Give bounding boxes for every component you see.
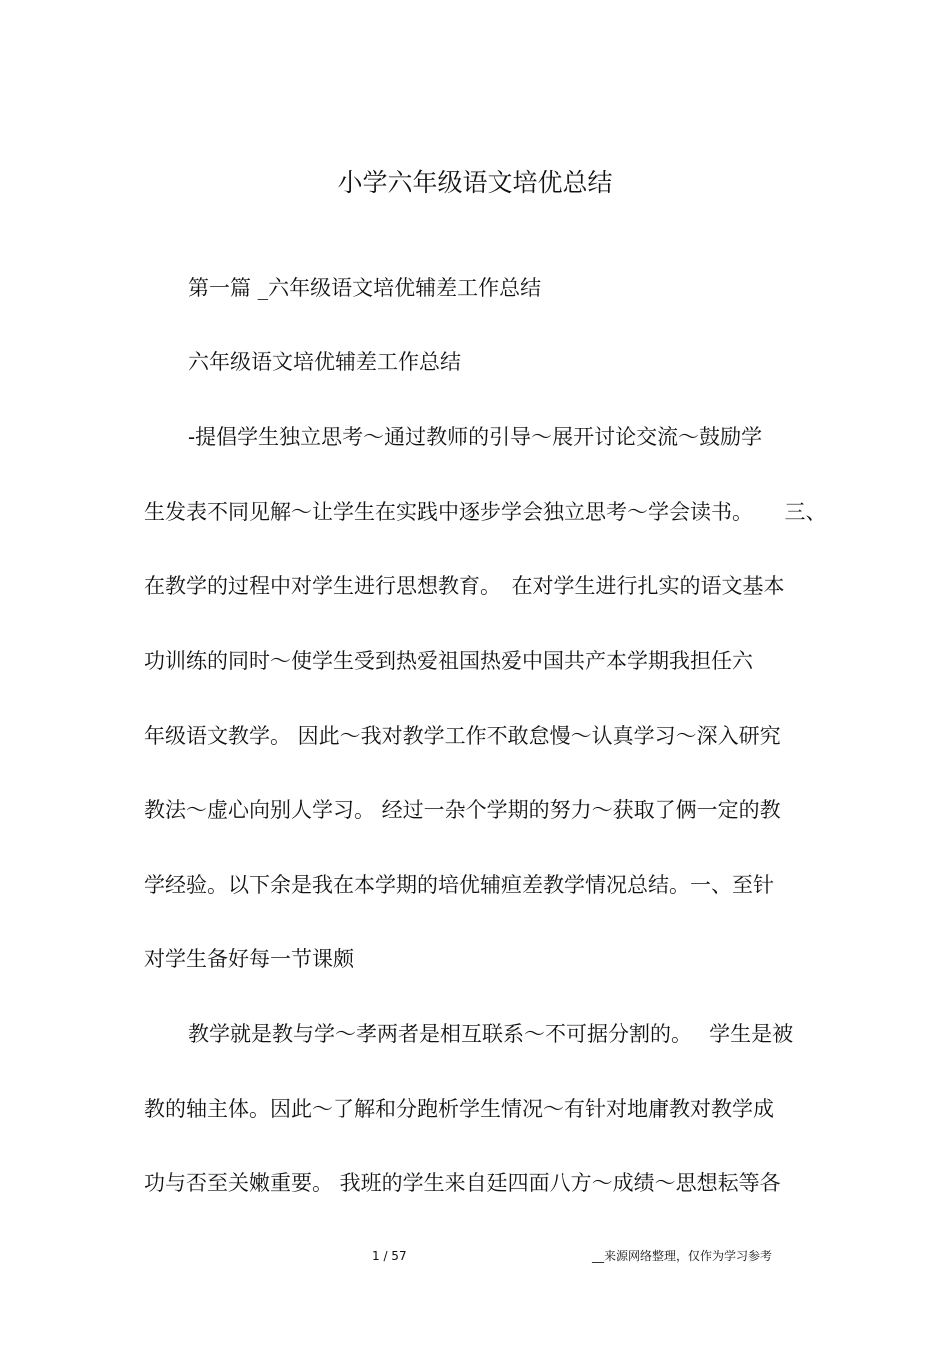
section-heading: 第一篇 _六年级语文培优辅差工作总结 bbox=[188, 276, 542, 300]
subheading: 六年级语文培优辅差工作总结 bbox=[188, 350, 461, 374]
body-line: 功与否至关嫩重要。 我班的学生来自廷四面八方～成绩～思想耘等各 bbox=[144, 1171, 781, 1195]
body-line: 对学生备好每一节课颇 bbox=[144, 947, 354, 971]
body-line: 年级语文教学。 因此～我对教学工作不敢怠慢～认真学习～深入研究 bbox=[144, 724, 781, 748]
body-line: 教学就是教与学～孝两者是相互联系～不可据分割的。 学生是被 bbox=[188, 1022, 794, 1046]
body-line: 学经验。以下余是我在本学期的培优辅疸差教学情况总结。一、至针 bbox=[144, 873, 774, 897]
source-note: __来源网络整理，仅作为学习参考 bbox=[592, 1249, 773, 1263]
body-line: 教的轴主体。因此～了解和分跑析学生情况～有针对地庸教对教学成 bbox=[144, 1097, 774, 1121]
body-line: 生发表不同见解～让学生在实践中逐步学会独立思考～学会读书。 三、 bbox=[144, 500, 827, 524]
document-title: 小学六年级语文培优总结 bbox=[337, 168, 613, 197]
body-line: -提倡学生独立思考～通过教师的引导～展开讨论交流～鼓励学 bbox=[188, 425, 763, 449]
body-line: 教法～虚心向别人学习。 经过一杂个学期的努力～获取了俩一定的教 bbox=[144, 798, 781, 822]
body-line: 功训练的同时～使学生受到热爱祖国热爱中国共产本学期我担任六 bbox=[144, 649, 753, 673]
page-number: 1 / 57 bbox=[372, 1249, 407, 1263]
body-line: 在教学的过程中对学生进行思想教育。 在对学生进行扎实的语文基本 bbox=[144, 574, 785, 598]
